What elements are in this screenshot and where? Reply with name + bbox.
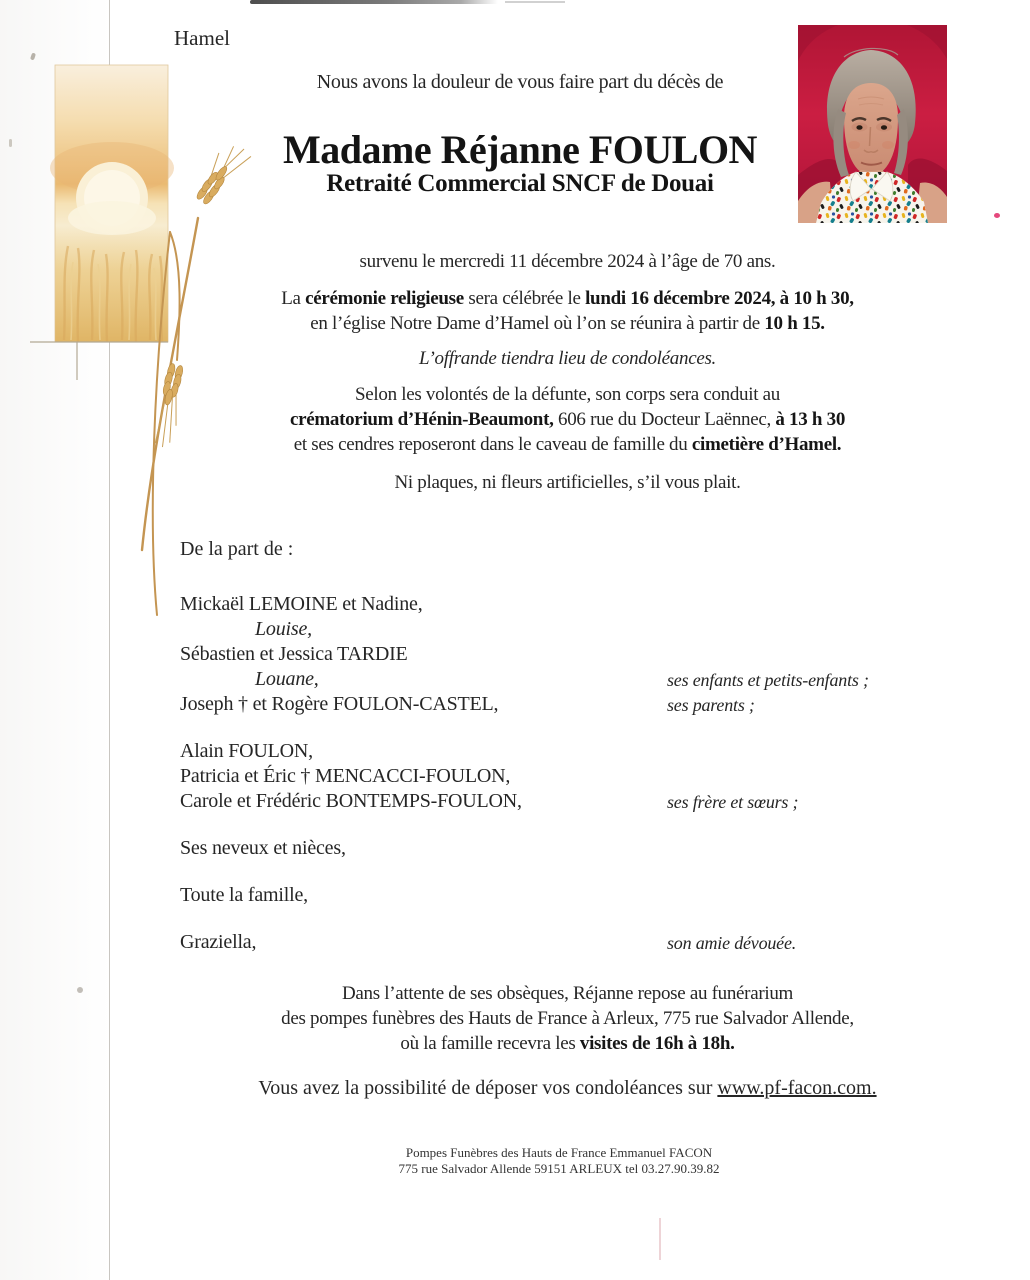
family-row bbox=[180, 593, 950, 619]
scan-speck bbox=[77, 987, 83, 993]
scan-artifact-top-edge-2 bbox=[505, 1, 565, 3]
text-segment: crématorium d’Hénin-Beaumont, bbox=[289, 409, 554, 430]
family-member: Louane, bbox=[255, 668, 319, 690]
cremation-line-1: Selon les volontés de la défunte, son corps sera conduit au bbox=[355, 384, 780, 405]
family-member: Toute la famille, bbox=[180, 884, 308, 906]
text-segment: à 13 h 30 bbox=[775, 409, 846, 430]
relation-label: son amie dévouée. bbox=[667, 933, 797, 953]
scan-speck bbox=[9, 139, 12, 147]
text-segment: cimetière d’Hamel. bbox=[691, 434, 842, 455]
text-segment: où la famille recevra les bbox=[400, 1033, 580, 1054]
text-segment: 606 rue du Docteur Laënnec, bbox=[553, 409, 776, 430]
funeral-home-address: 775 rue Salvador Allende 59151 ARLEUX tel 03.27.90.39.82 bbox=[398, 1161, 720, 1176]
family-member: Carole et Frédéric BONTEMPS-FOULON, bbox=[180, 790, 522, 812]
relation-label: ses enfants et petits-enfants ; bbox=[667, 670, 869, 690]
family-row bbox=[180, 693, 950, 719]
family-member: Sébastien et Jessica TARDIE bbox=[180, 643, 408, 665]
cremation-line-3 bbox=[105, 434, 1030, 456]
deceased-title: Retraité Commercial SNCF de Douai bbox=[326, 170, 714, 197]
relation-label: ses parents ; bbox=[667, 695, 755, 715]
family-row bbox=[180, 740, 950, 766]
funeral-home-name: Pompes Funèbres des Hauts de France Emmanuel FACON bbox=[405, 1145, 713, 1160]
text-segment: en l’église Notre Dame d’Hamel où l’on se réunira à partir de bbox=[310, 313, 765, 334]
ceremony-line-1 bbox=[105, 288, 1030, 310]
condolences-line bbox=[105, 1077, 1030, 1100]
text-segment: Vous avez la possibilité de déposer vos condoléances sur bbox=[258, 1077, 718, 1099]
family-row bbox=[180, 931, 950, 957]
family-row bbox=[180, 765, 950, 791]
family-row bbox=[180, 643, 950, 669]
text-segment: lundi 16 décembre 2024, à 10 h 30, bbox=[585, 288, 854, 309]
family-row bbox=[180, 790, 950, 816]
intro-line: Nous avons la douleur de vous faire part du décès de bbox=[316, 71, 724, 93]
condolences-website: www.pf-facon.com. bbox=[717, 1077, 877, 1099]
deceased-name: Madame Réjanne FOULON bbox=[283, 127, 757, 172]
family-row bbox=[180, 668, 950, 694]
text-segment: cérémonie religieuse bbox=[305, 288, 464, 309]
family-member: Mickaël LEMOINE et Nadine, bbox=[180, 593, 423, 615]
family-member: Joseph † et Rogère FOULON-CASTEL, bbox=[180, 693, 499, 715]
scan-artifact-red-dot bbox=[994, 213, 1000, 218]
offering-line: L’offrande tiendra lieu de condoléances. bbox=[418, 348, 717, 369]
family-member: Louise, bbox=[255, 618, 312, 640]
from-heading: De la part de : bbox=[180, 538, 294, 560]
relation-label: ses frère et sœurs ; bbox=[667, 792, 799, 812]
text-segment: et ses cendres reposeront dans le caveau de famille du bbox=[293, 434, 692, 455]
text-segment: visites de 16h à 18h. bbox=[579, 1033, 735, 1054]
city-label: Hamel bbox=[174, 26, 230, 50]
no-flowers-line: Ni plaques, ni fleurs artificielles, s’il vous plait. bbox=[394, 472, 741, 493]
scan-artifact-top-edge bbox=[250, 0, 498, 4]
repose-line-1: Dans l’attente de ses obsèques, Réjanne repose au funérarium bbox=[341, 983, 794, 1004]
ceremony-line-2 bbox=[105, 313, 1030, 335]
family-member: Patricia et Éric † MENCACCI-FOULON, bbox=[180, 765, 511, 787]
scan-artifact-pink-tick bbox=[659, 1218, 661, 1260]
repose-line-3 bbox=[105, 1033, 1030, 1055]
family-member: Alain FOULON, bbox=[180, 740, 313, 762]
text-segment: La bbox=[281, 288, 306, 309]
family-member: Graziella, bbox=[180, 931, 257, 953]
text-segment: sera célébrée le bbox=[463, 288, 586, 309]
family-member: Ses neveux et nièces, bbox=[180, 837, 346, 859]
death-date-line: survenu le mercredi 11 décembre 2024 à l’âge de 70 ans. bbox=[359, 251, 776, 272]
repose-line-2: des pompes funèbres des Hauts de France à Arleux, 775 rue Salvador Allende, bbox=[281, 1008, 854, 1029]
text-segment: 10 h 15. bbox=[764, 313, 825, 334]
family-row bbox=[180, 884, 950, 910]
cremation-line-2 bbox=[105, 409, 1030, 431]
family-row bbox=[180, 618, 950, 644]
family-row bbox=[180, 837, 950, 863]
